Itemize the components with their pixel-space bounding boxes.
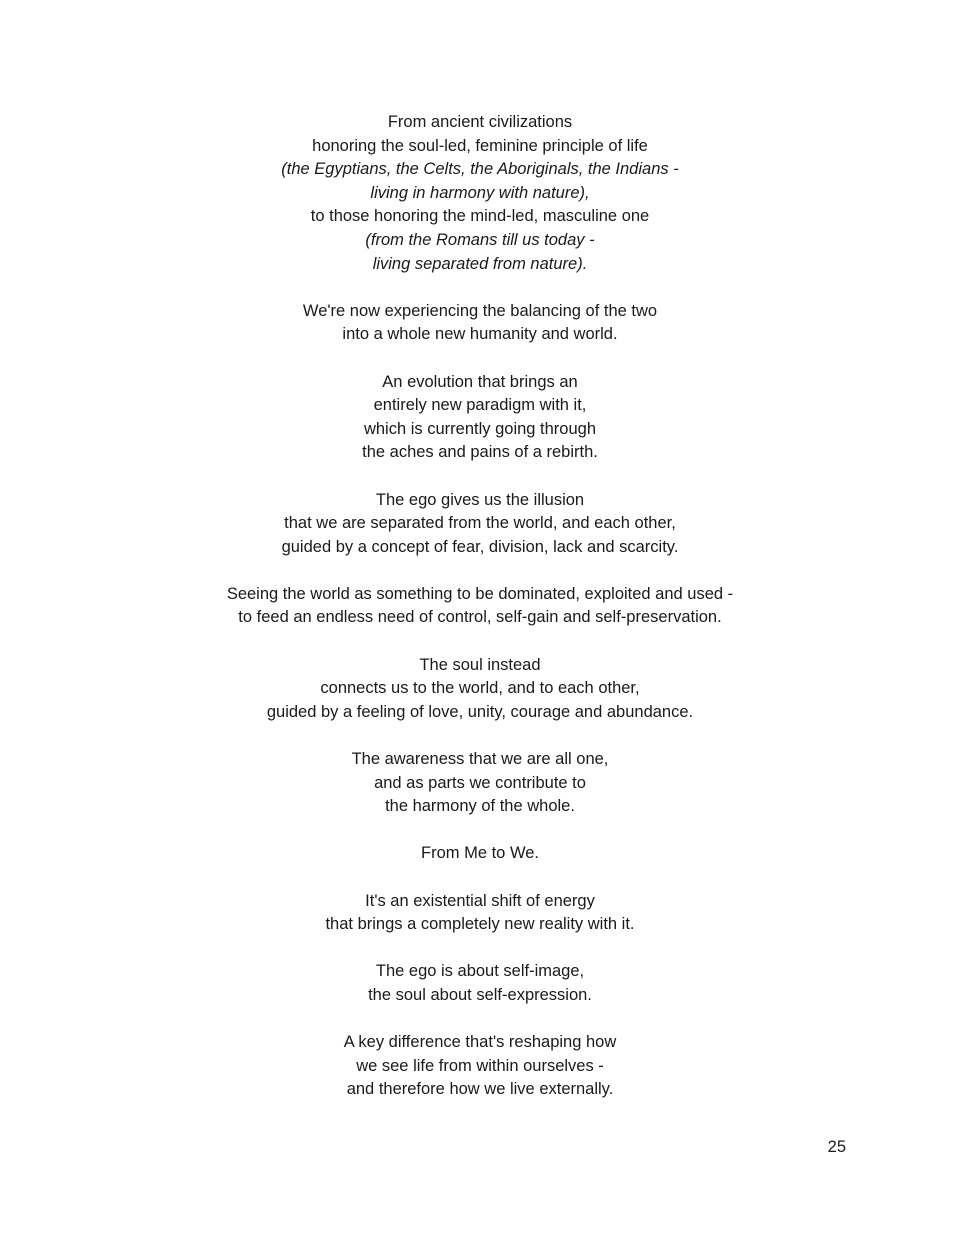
- stanza: [0, 111, 960, 276]
- poem-line: The ego is about self-image,: [375, 962, 585, 981]
- stanza: [0, 890, 960, 937]
- poem-line: From ancient civilizations: [387, 113, 573, 131]
- stanza: [0, 583, 960, 630]
- poem-line-italic: living separated from nature).: [372, 254, 588, 273]
- poem-line: The soul instead: [419, 655, 541, 674]
- poem-line: The awareness that we are all one,: [351, 750, 609, 769]
- poem-line: the aches and pains of a rebirth.: [362, 443, 598, 462]
- poem-line: which is currently going through: [363, 419, 597, 438]
- poem-line: to those honoring the mind-led, masculine one: [310, 207, 650, 226]
- poem-line: entirely new paradigm with it,: [373, 396, 587, 415]
- poem-line: honoring the soul-led, feminine principle of life: [312, 136, 648, 155]
- poem-line: to feed an endless need of control, self-gain and self-preservation.: [238, 608, 722, 627]
- poem-line: guided by a feeling of love, unity, courage and abundance.: [266, 702, 694, 721]
- stanza: [0, 300, 960, 347]
- poem-line: We're now experiencing the balancing of the two: [302, 301, 658, 320]
- stanza: [0, 371, 960, 465]
- poem-line: we see life from within ourselves -: [356, 1056, 604, 1075]
- poem-line: It's an existential shift of energy: [365, 891, 595, 910]
- poem-line: into a whole new humanity and world.: [342, 325, 618, 344]
- poem-body: [0, 111, 960, 1126]
- poem-line: the soul about self-expression.: [368, 985, 592, 1004]
- poem-line: An evolution that brings an: [382, 372, 578, 391]
- poem-line: that brings a completely new reality with it.: [325, 915, 635, 934]
- poem-line: The ego gives us the illusion: [375, 490, 585, 509]
- poem-line-italic: living in harmony with nature),: [370, 183, 590, 202]
- poem-line: Seeing the world as something to be dominated, exploited and used -: [226, 584, 734, 603]
- poem-line: and therefore how we live externally.: [346, 1080, 614, 1099]
- stanza: [0, 489, 960, 560]
- stanza: [0, 960, 960, 1007]
- poem-line: connects us to the world, and to each other,: [320, 679, 640, 698]
- stanza: [0, 1031, 960, 1102]
- stanza: [0, 748, 960, 819]
- poem-line: From Me to We.: [421, 844, 539, 863]
- poem-line-italic: (from the Romans till us today -: [365, 230, 595, 249]
- poem-line: and as parts we contribute to: [374, 773, 586, 792]
- stanza: [0, 842, 960, 866]
- poem-line: that we are separated from the world, and each other,: [284, 514, 676, 533]
- stanza: [0, 654, 960, 725]
- page-number: 25: [827, 1138, 846, 1156]
- poem-line-italic: (the Egyptians, the Celts, the Aboriginals, the Indians -: [281, 160, 679, 179]
- poem-line: guided by a concept of fear, division, lack and scarcity.: [281, 537, 679, 556]
- poem-line: A key difference that's reshaping how: [343, 1033, 617, 1052]
- poem-line: the harmony of the whole.: [385, 797, 575, 816]
